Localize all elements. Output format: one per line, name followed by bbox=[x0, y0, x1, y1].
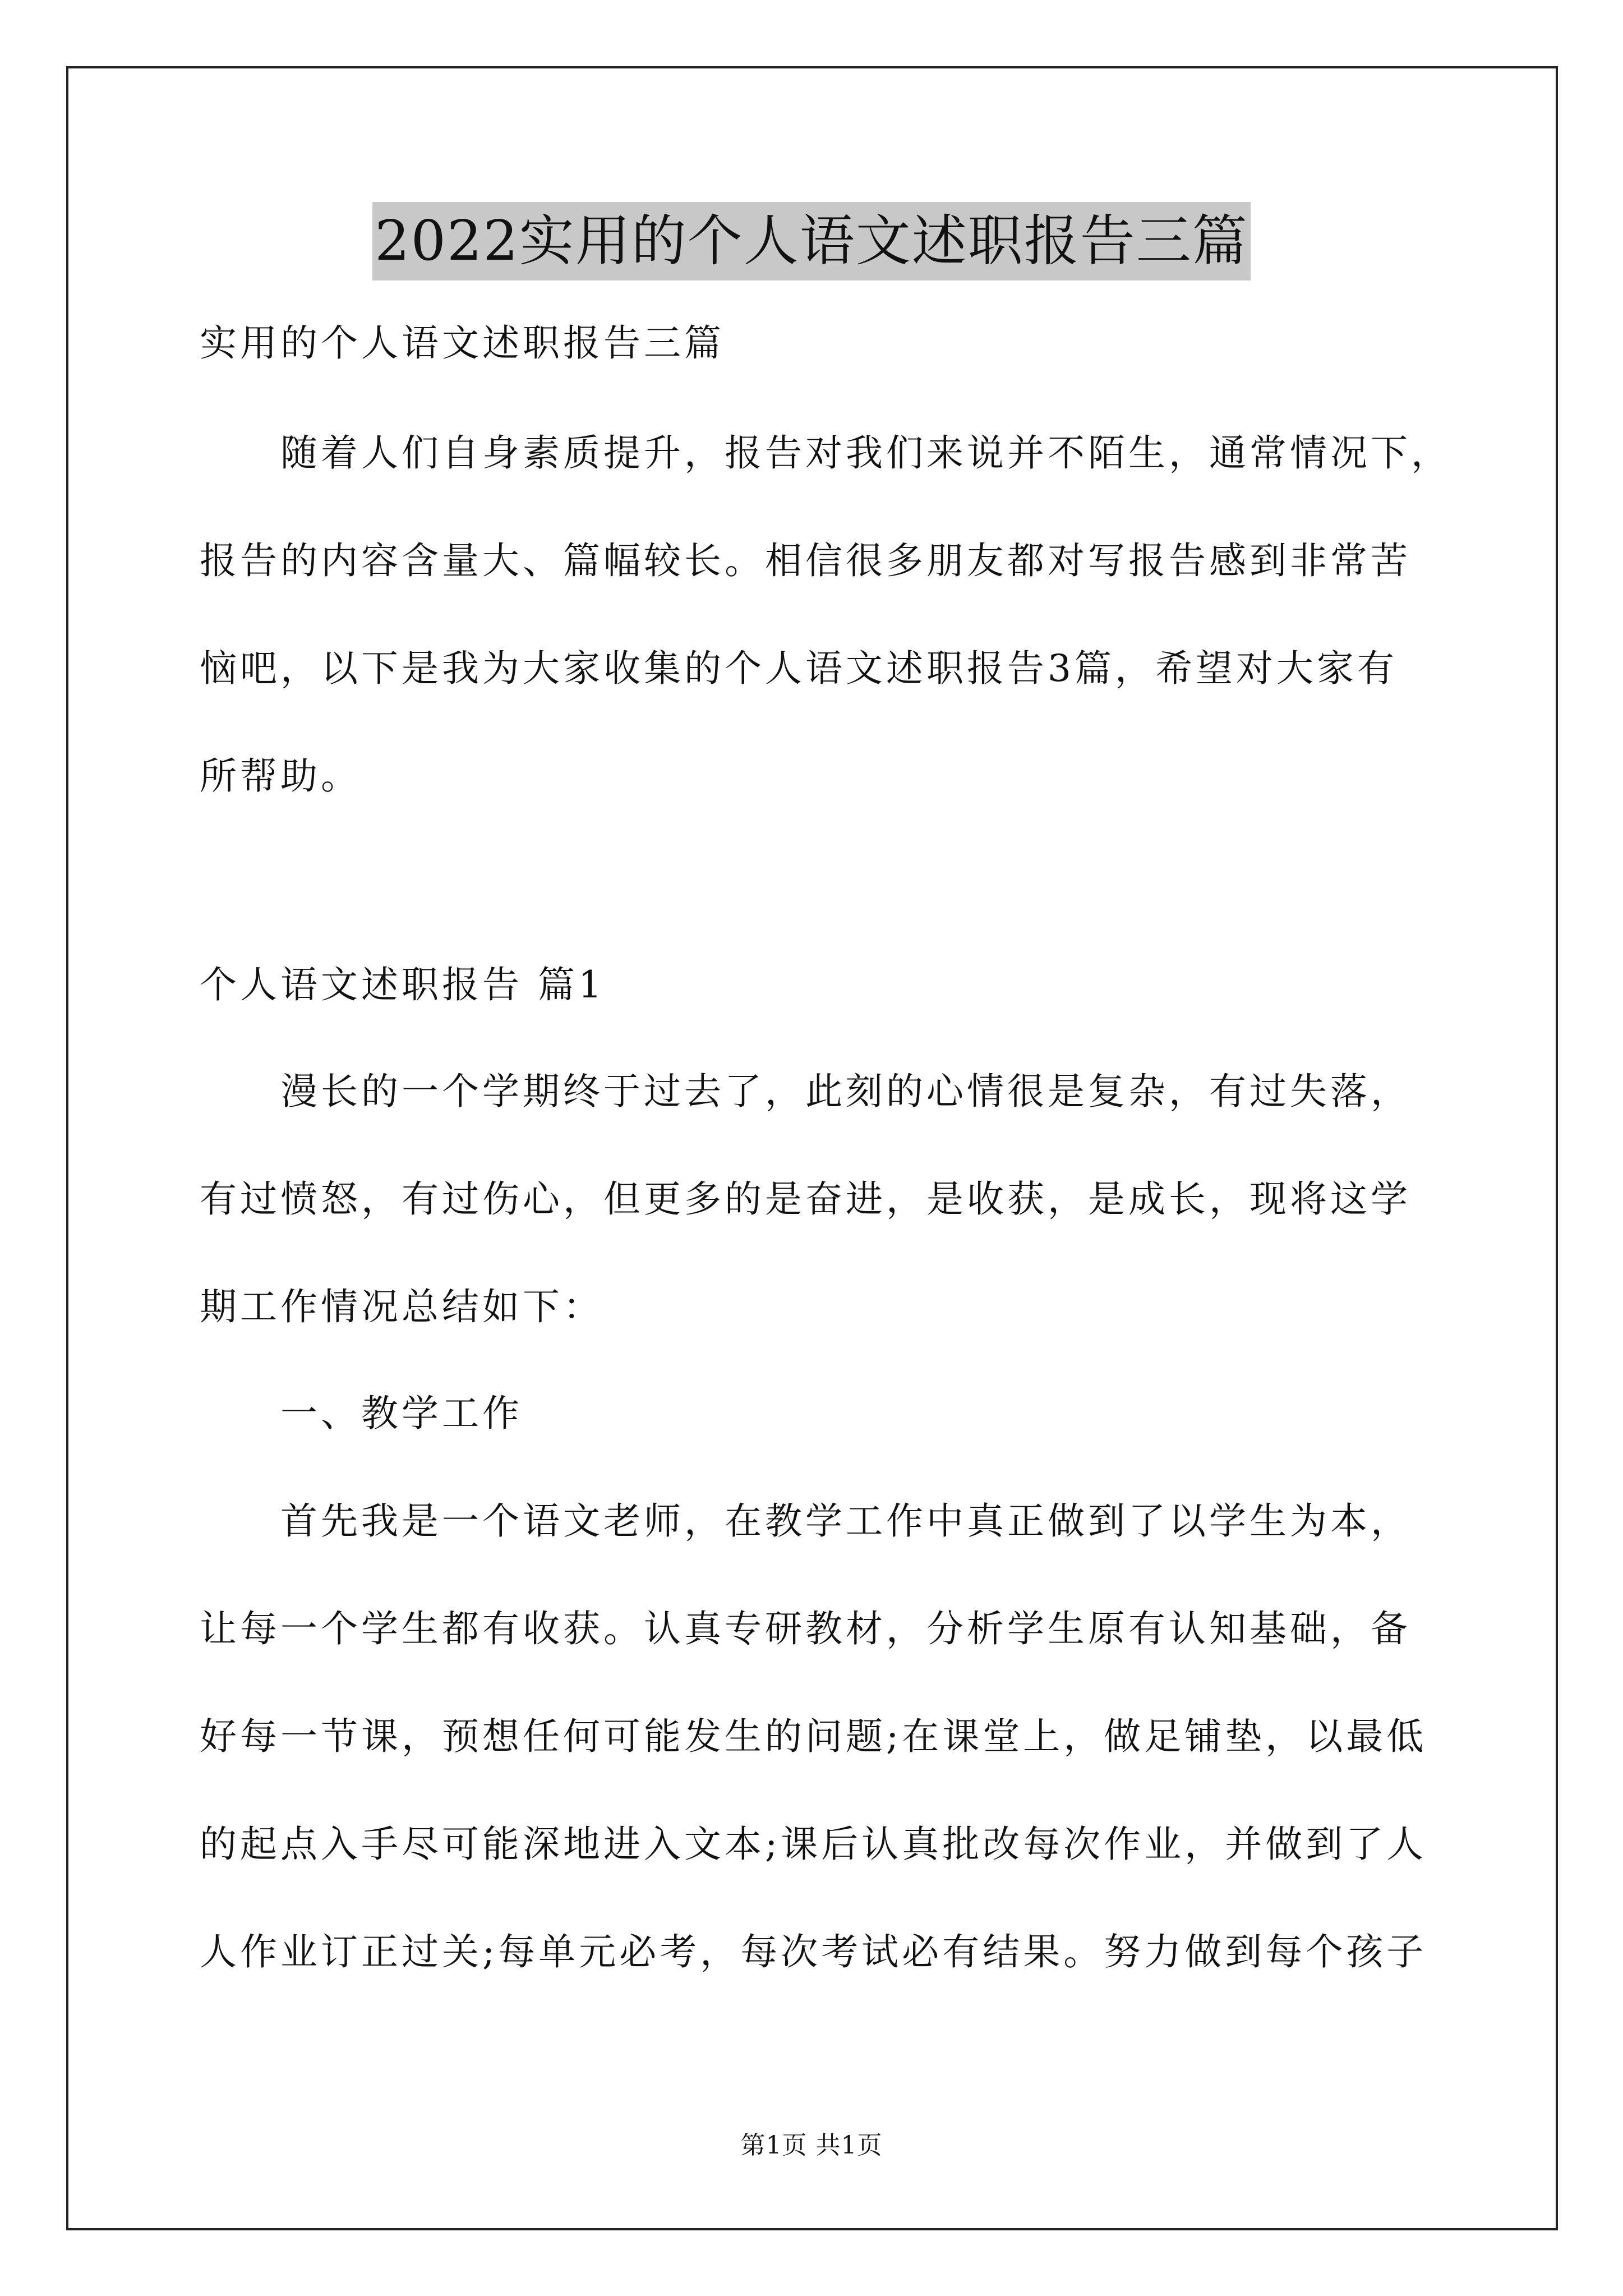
title-wrap bbox=[0, 202, 1623, 280]
section-intro-line: 期工作情况总结如下： bbox=[200, 1285, 603, 1328]
body-line: 好每一节课，预想任何可能发生的问题;在课堂上，做足铺垫，以最低 bbox=[200, 1715, 1427, 1758]
body-line: 人作业订正过关;每单元必考，每次考试必有结果。努力做到每个孩子 bbox=[200, 1930, 1427, 1973]
document-subtitle: 实用的个人语文述职报告三篇 bbox=[200, 321, 725, 365]
intro-line: 所帮助。 bbox=[200, 754, 361, 798]
body-line: 首先我是一个语文老师，在教学工作中真正做到了以学生为本， bbox=[280, 1499, 1411, 1543]
section-intro-line: 有过愤怒，有过伤心，但更多的是奋进，是收获，是成长，现将这学 bbox=[200, 1177, 1411, 1221]
body-line: 的起点入手尽可能深地进入文本;课后认真批改每次作业，并做到了人 bbox=[200, 1823, 1427, 1866]
intro-line: 恼吧，以下是我为大家收集的个人语文述职报告3篇，希望对大家有 bbox=[200, 647, 1398, 690]
intro-line: 随着人们自身素质提升，报告对我们来说并不陌生，通常情况下， bbox=[280, 431, 1451, 475]
page-footer: 第1页 共1页 bbox=[740, 2131, 883, 2160]
section-intro-line: 漫长的一个学期终于过去了，此刻的心情很是复杂，有过失落， bbox=[280, 1070, 1411, 1113]
page-border bbox=[66, 66, 1558, 2230]
section-heading: 个人语文述职报告 篇1 bbox=[200, 963, 605, 1006]
subheading: 一、教学工作 bbox=[280, 1392, 523, 1435]
body-line: 让每一个学生都有收获。认真专研教材，分析学生原有认知基础，备 bbox=[200, 1607, 1411, 1650]
document-title: 2022实用的个人语文述职报告三篇 bbox=[372, 202, 1250, 280]
intro-line: 报告的内容含量大、篇幅较长。相信很多朋友都对写报告感到非常苦 bbox=[200, 539, 1411, 582]
